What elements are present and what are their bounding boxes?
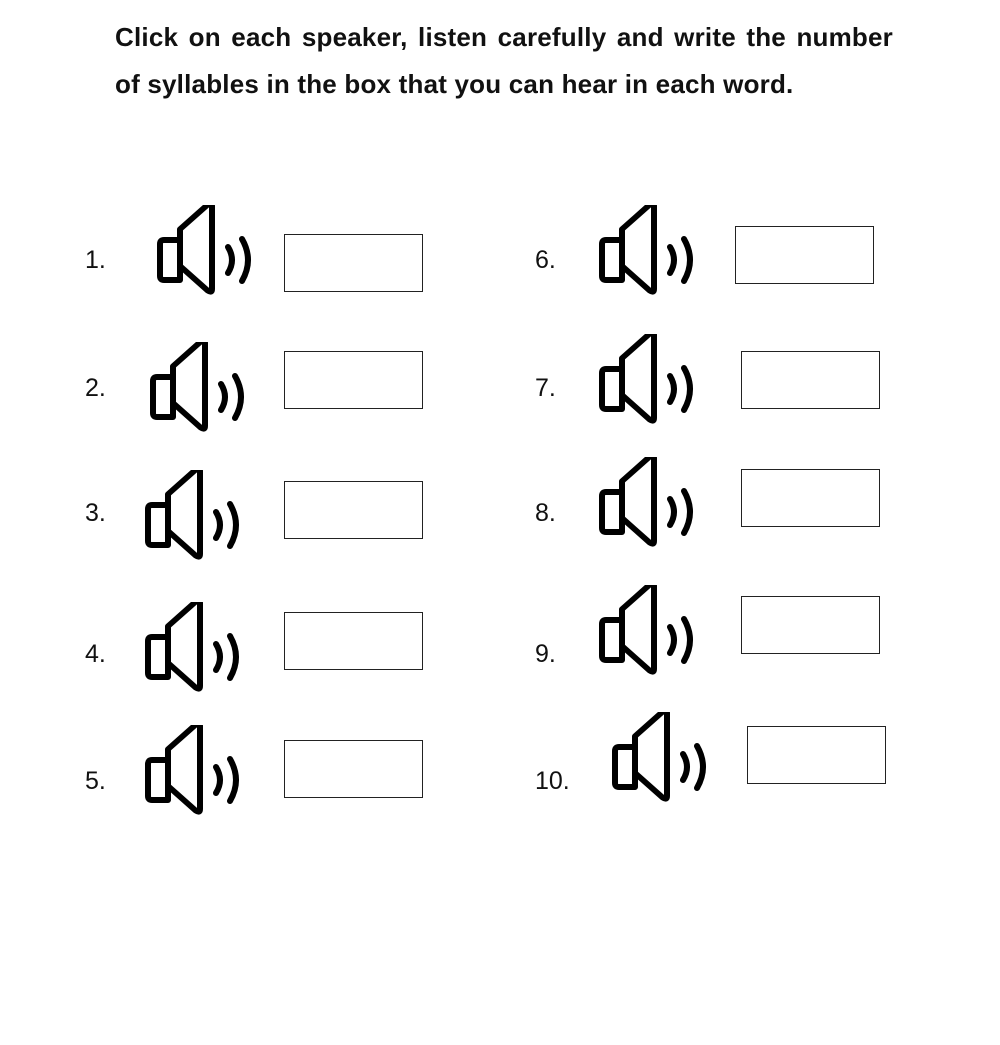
speaker-icon[interactable] <box>592 585 702 685</box>
speaker-icon[interactable] <box>605 712 715 812</box>
item-number: 3. <box>85 499 106 527</box>
speaker-icon[interactable] <box>138 470 248 570</box>
speaker-icon[interactable] <box>592 334 702 434</box>
speaker-icon[interactable] <box>592 457 702 557</box>
item-number: 10. <box>535 767 570 795</box>
speaker-icon[interactable] <box>150 205 260 305</box>
syllable-answer-input[interactable] <box>741 351 880 409</box>
syllable-answer-input[interactable] <box>735 226 874 284</box>
syllable-answer-input[interactable] <box>284 234 423 292</box>
item-number: 5. <box>85 767 106 795</box>
item-number: 4. <box>85 640 106 668</box>
syllable-answer-input[interactable] <box>284 612 423 670</box>
item-number: 1. <box>85 246 106 274</box>
syllable-answer-input[interactable] <box>284 740 423 798</box>
syllable-answer-input[interactable] <box>284 481 423 539</box>
item-number: 6. <box>535 246 556 274</box>
syllable-answer-input[interactable] <box>741 596 880 654</box>
speaker-icon[interactable] <box>138 725 248 825</box>
item-number: 7. <box>535 374 556 402</box>
item-number: 8. <box>535 499 556 527</box>
item-number: 9. <box>535 640 556 668</box>
instructions-text: Click on each speaker, listen carefully and write the number of syllables in the box that you can hear in each word. <box>115 22 893 99</box>
syllable-answer-input[interactable] <box>284 351 423 409</box>
item-number: 2. <box>85 374 106 402</box>
speaker-icon[interactable] <box>592 205 702 305</box>
syllable-answer-input[interactable] <box>747 726 886 784</box>
syllable-answer-input[interactable] <box>741 469 880 527</box>
speaker-icon[interactable] <box>138 602 248 702</box>
speaker-icon[interactable] <box>143 342 253 442</box>
